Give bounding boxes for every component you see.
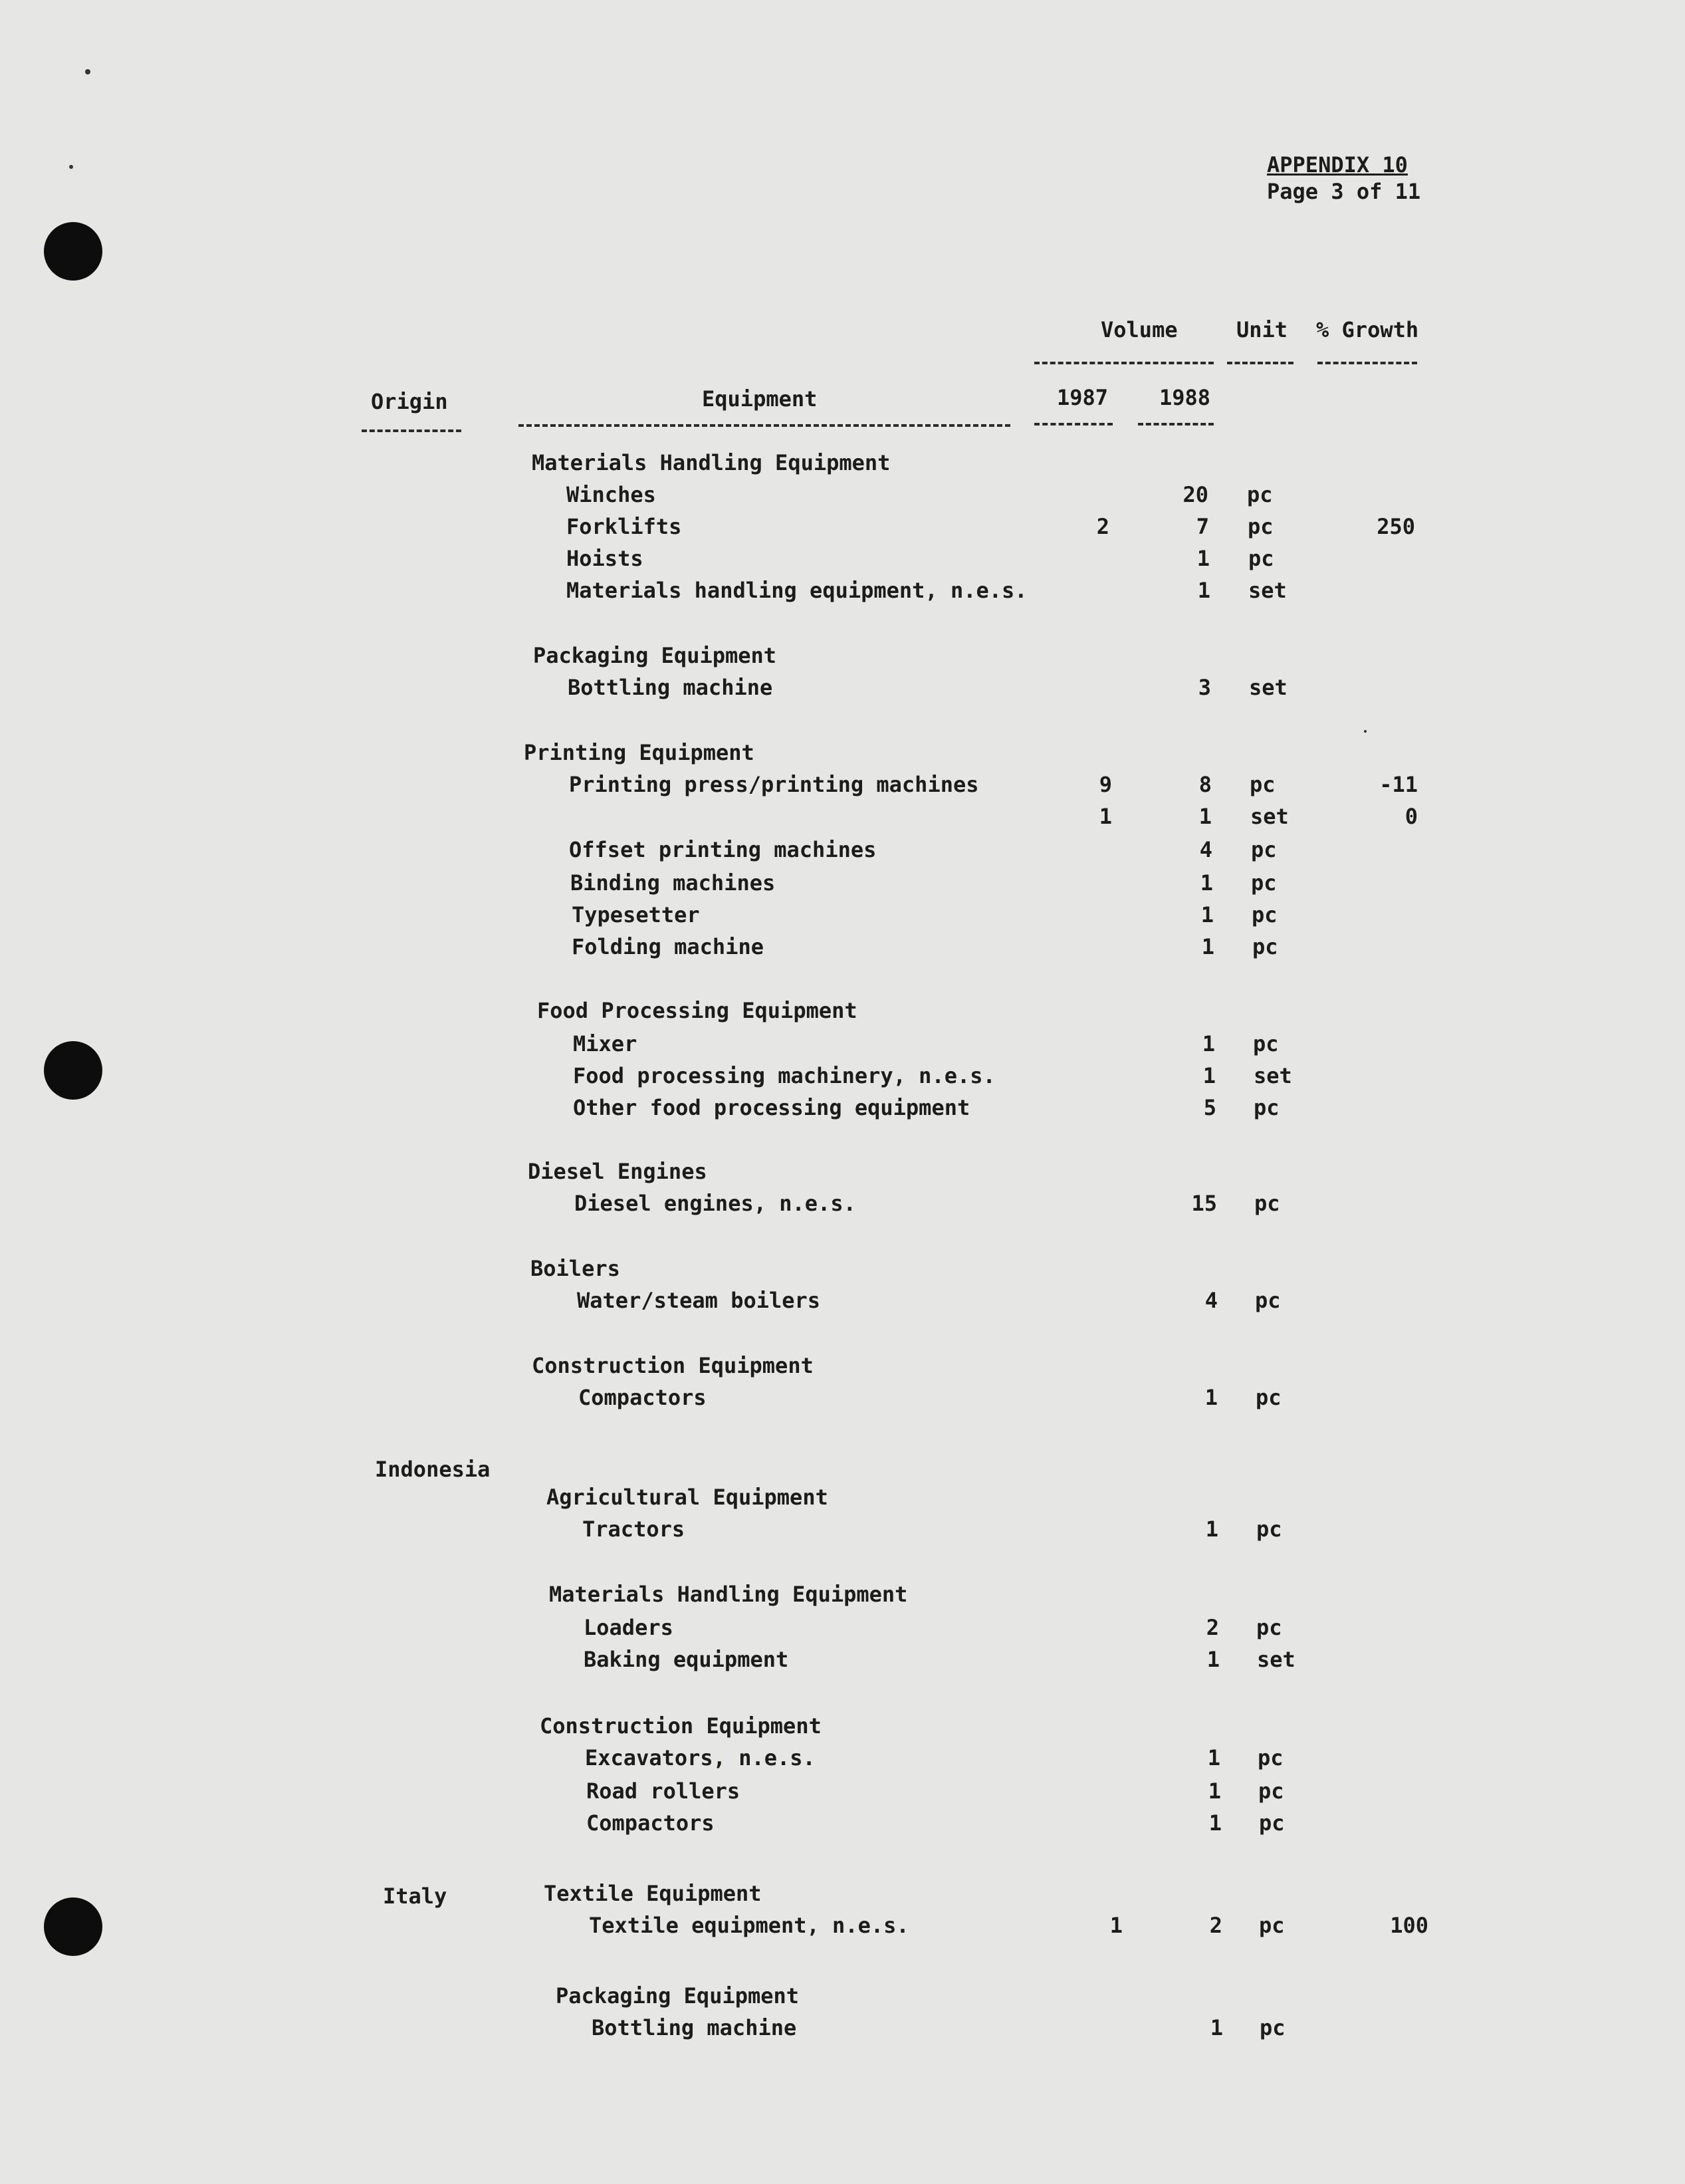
rule-growth bbox=[1317, 362, 1417, 364]
unit-value: set bbox=[1257, 1647, 1295, 1672]
equipment-item: Water/steam boilers bbox=[577, 1288, 821, 1313]
volume-1988: 1 bbox=[1196, 546, 1210, 571]
volume-1988: 2 bbox=[1209, 1913, 1222, 1938]
section-title: Construction Equipment bbox=[540, 1713, 822, 1739]
unit-value: pc bbox=[1256, 1517, 1282, 1542]
equipment-item: Diesel engines, n.e.s. bbox=[574, 1191, 856, 1216]
appendix-label: APPENDIX 10 bbox=[1267, 152, 1408, 178]
speck bbox=[69, 165, 73, 169]
column-1988: 1988 bbox=[1159, 385, 1211, 410]
unit-value: pc bbox=[1259, 1913, 1285, 1938]
equipment-item: Winches bbox=[566, 482, 656, 507]
rule-1987 bbox=[1034, 423, 1113, 425]
volume-1988: 20 bbox=[1182, 482, 1208, 507]
volume-1988: 3 bbox=[1198, 675, 1211, 700]
binder-hole-bottom bbox=[44, 1897, 102, 1956]
volume-1988: 1 bbox=[1202, 1031, 1215, 1056]
unit-value: pc bbox=[1248, 514, 1274, 539]
section-title: Construction Equipment bbox=[532, 1353, 814, 1378]
rule-1988 bbox=[1138, 423, 1214, 425]
column-1987: 1987 bbox=[1057, 385, 1109, 410]
growth-value: 100 bbox=[1390, 1913, 1428, 1938]
equipment-item: Offset printing machines bbox=[569, 837, 877, 862]
volume-1988: 1 bbox=[1201, 934, 1214, 959]
equipment-item: Bottling machine bbox=[568, 675, 773, 700]
section-title: Diesel Engines bbox=[528, 1159, 707, 1184]
unit-value: pc bbox=[1256, 1615, 1282, 1640]
section-title: Textile Equipment bbox=[544, 1881, 762, 1906]
volume-1987: 9 bbox=[1099, 772, 1112, 797]
equipment-item: Printing press/printing machines bbox=[569, 772, 979, 797]
unit-value: set bbox=[1254, 1063, 1292, 1088]
growth-value: 0 bbox=[1404, 804, 1418, 829]
volume-1988: 1 bbox=[1200, 902, 1214, 927]
column-volume: Volume bbox=[1101, 317, 1178, 342]
equipment-item: Bottling machine bbox=[592, 2015, 797, 2040]
volume-1988: 2 bbox=[1206, 1615, 1219, 1640]
volume-1988: 4 bbox=[1204, 1288, 1218, 1313]
appendix-header bbox=[1267, 152, 1420, 205]
volume-1987: 1 bbox=[1109, 1913, 1123, 1938]
volume-1988: 1 bbox=[1210, 2015, 1223, 2040]
rule-equipment bbox=[518, 424, 1010, 427]
section-title: Materials Handling Equipment bbox=[532, 450, 891, 475]
column-origin: Origin bbox=[371, 389, 448, 414]
section-title: Printing Equipment bbox=[524, 740, 754, 765]
section-title: Materials Handling Equipment bbox=[549, 1582, 908, 1607]
growth-value: -11 bbox=[1379, 772, 1418, 797]
column-growth: % Growth bbox=[1316, 317, 1419, 342]
section-title: Packaging Equipment bbox=[556, 1983, 800, 2008]
volume-1988: 1 bbox=[1200, 870, 1213, 896]
unit-value: pc bbox=[1258, 1778, 1284, 1804]
rule-origin bbox=[362, 429, 461, 432]
volume-1987: 2 bbox=[1096, 514, 1109, 539]
volume-1988: 1 bbox=[1208, 1778, 1221, 1804]
unit-value: pc bbox=[1247, 482, 1273, 507]
equipment-item: Binding machines bbox=[570, 870, 776, 896]
equipment-item: Mixer bbox=[573, 1031, 637, 1056]
unit-value: pc bbox=[1251, 870, 1277, 896]
unit-value: pc bbox=[1254, 1191, 1280, 1216]
equipment-item: Textile equipment, n.e.s. bbox=[589, 1913, 909, 1938]
volume-1988: 1 bbox=[1208, 1810, 1222, 1836]
unit-value: pc bbox=[1260, 2015, 1286, 2040]
unit-value: pc bbox=[1259, 1810, 1285, 1836]
volume-1988: 4 bbox=[1199, 837, 1212, 862]
unit-value: pc bbox=[1253, 1031, 1279, 1056]
section-title: Packaging Equipment bbox=[533, 643, 777, 668]
unit-value: set bbox=[1248, 578, 1287, 603]
page-number: Page 3 of 11 bbox=[1267, 179, 1421, 204]
rule-unit bbox=[1227, 362, 1293, 364]
equipment-item: Typesetter bbox=[572, 902, 700, 927]
equipment-item: Baking equipment bbox=[584, 1647, 789, 1672]
volume-1988: 1 bbox=[1207, 1745, 1220, 1770]
unit-value: set bbox=[1250, 804, 1289, 829]
equipment-item: Other food processing equipment bbox=[573, 1095, 970, 1120]
section-title: Food Processing Equipment bbox=[537, 998, 857, 1023]
speck bbox=[1364, 730, 1367, 733]
section-title: Agricultural Equipment bbox=[546, 1485, 828, 1510]
volume-1988: 15 bbox=[1191, 1191, 1217, 1216]
unit-value: pc bbox=[1251, 837, 1277, 862]
equipment-item: Folding machine bbox=[572, 934, 764, 959]
equipment-item: Compactors bbox=[586, 1810, 715, 1836]
column-equipment: Equipment bbox=[702, 386, 818, 412]
volume-1988: 1 bbox=[1206, 1647, 1220, 1672]
volume-1988: 1 bbox=[1198, 804, 1212, 829]
growth-value: 250 bbox=[1377, 514, 1415, 539]
unit-value: pc bbox=[1256, 1385, 1282, 1410]
speck bbox=[85, 69, 90, 74]
origin-italy: Italy bbox=[383, 1883, 447, 1909]
volume-1988: 1 bbox=[1202, 1063, 1216, 1088]
equipment-item: Forklifts bbox=[566, 514, 682, 539]
unit-value: pc bbox=[1254, 1095, 1280, 1120]
section-title: Boilers bbox=[530, 1256, 620, 1281]
volume-1988: 5 bbox=[1203, 1095, 1216, 1120]
equipment-item: Materials handling equipment, n.e.s. bbox=[566, 578, 1028, 603]
equipment-item: Hoists bbox=[566, 546, 643, 571]
volume-1988: 1 bbox=[1204, 1385, 1218, 1410]
binder-hole-middle bbox=[44, 1041, 102, 1100]
unit-value: pc bbox=[1258, 1745, 1284, 1770]
volume-1988: 1 bbox=[1197, 578, 1210, 603]
equipment-item: Road rollers bbox=[586, 1778, 740, 1804]
unit-value: set bbox=[1249, 675, 1288, 700]
unit-value: pc bbox=[1255, 1288, 1281, 1313]
column-unit: Unit bbox=[1236, 317, 1288, 342]
equipment-item: Compactors bbox=[578, 1385, 707, 1410]
equipment-item: Tractors bbox=[582, 1517, 685, 1542]
equipment-item: Food processing machinery, n.e.s. bbox=[573, 1063, 996, 1088]
origin-indonesia: Indonesia bbox=[375, 1457, 491, 1482]
binder-hole-top bbox=[44, 222, 102, 281]
rule-volume bbox=[1034, 362, 1214, 364]
volume-1988: 8 bbox=[1198, 772, 1212, 797]
volume-1988: 7 bbox=[1196, 514, 1209, 539]
volume-1987: 1 bbox=[1099, 804, 1112, 829]
unit-value: pc bbox=[1250, 772, 1276, 797]
unit-value: pc bbox=[1248, 546, 1274, 571]
equipment-item: Excavators, n.e.s. bbox=[585, 1745, 816, 1770]
volume-1988: 1 bbox=[1205, 1517, 1218, 1542]
unit-value: pc bbox=[1252, 902, 1278, 927]
equipment-item: Loaders bbox=[584, 1615, 673, 1640]
unit-value: pc bbox=[1252, 934, 1278, 959]
